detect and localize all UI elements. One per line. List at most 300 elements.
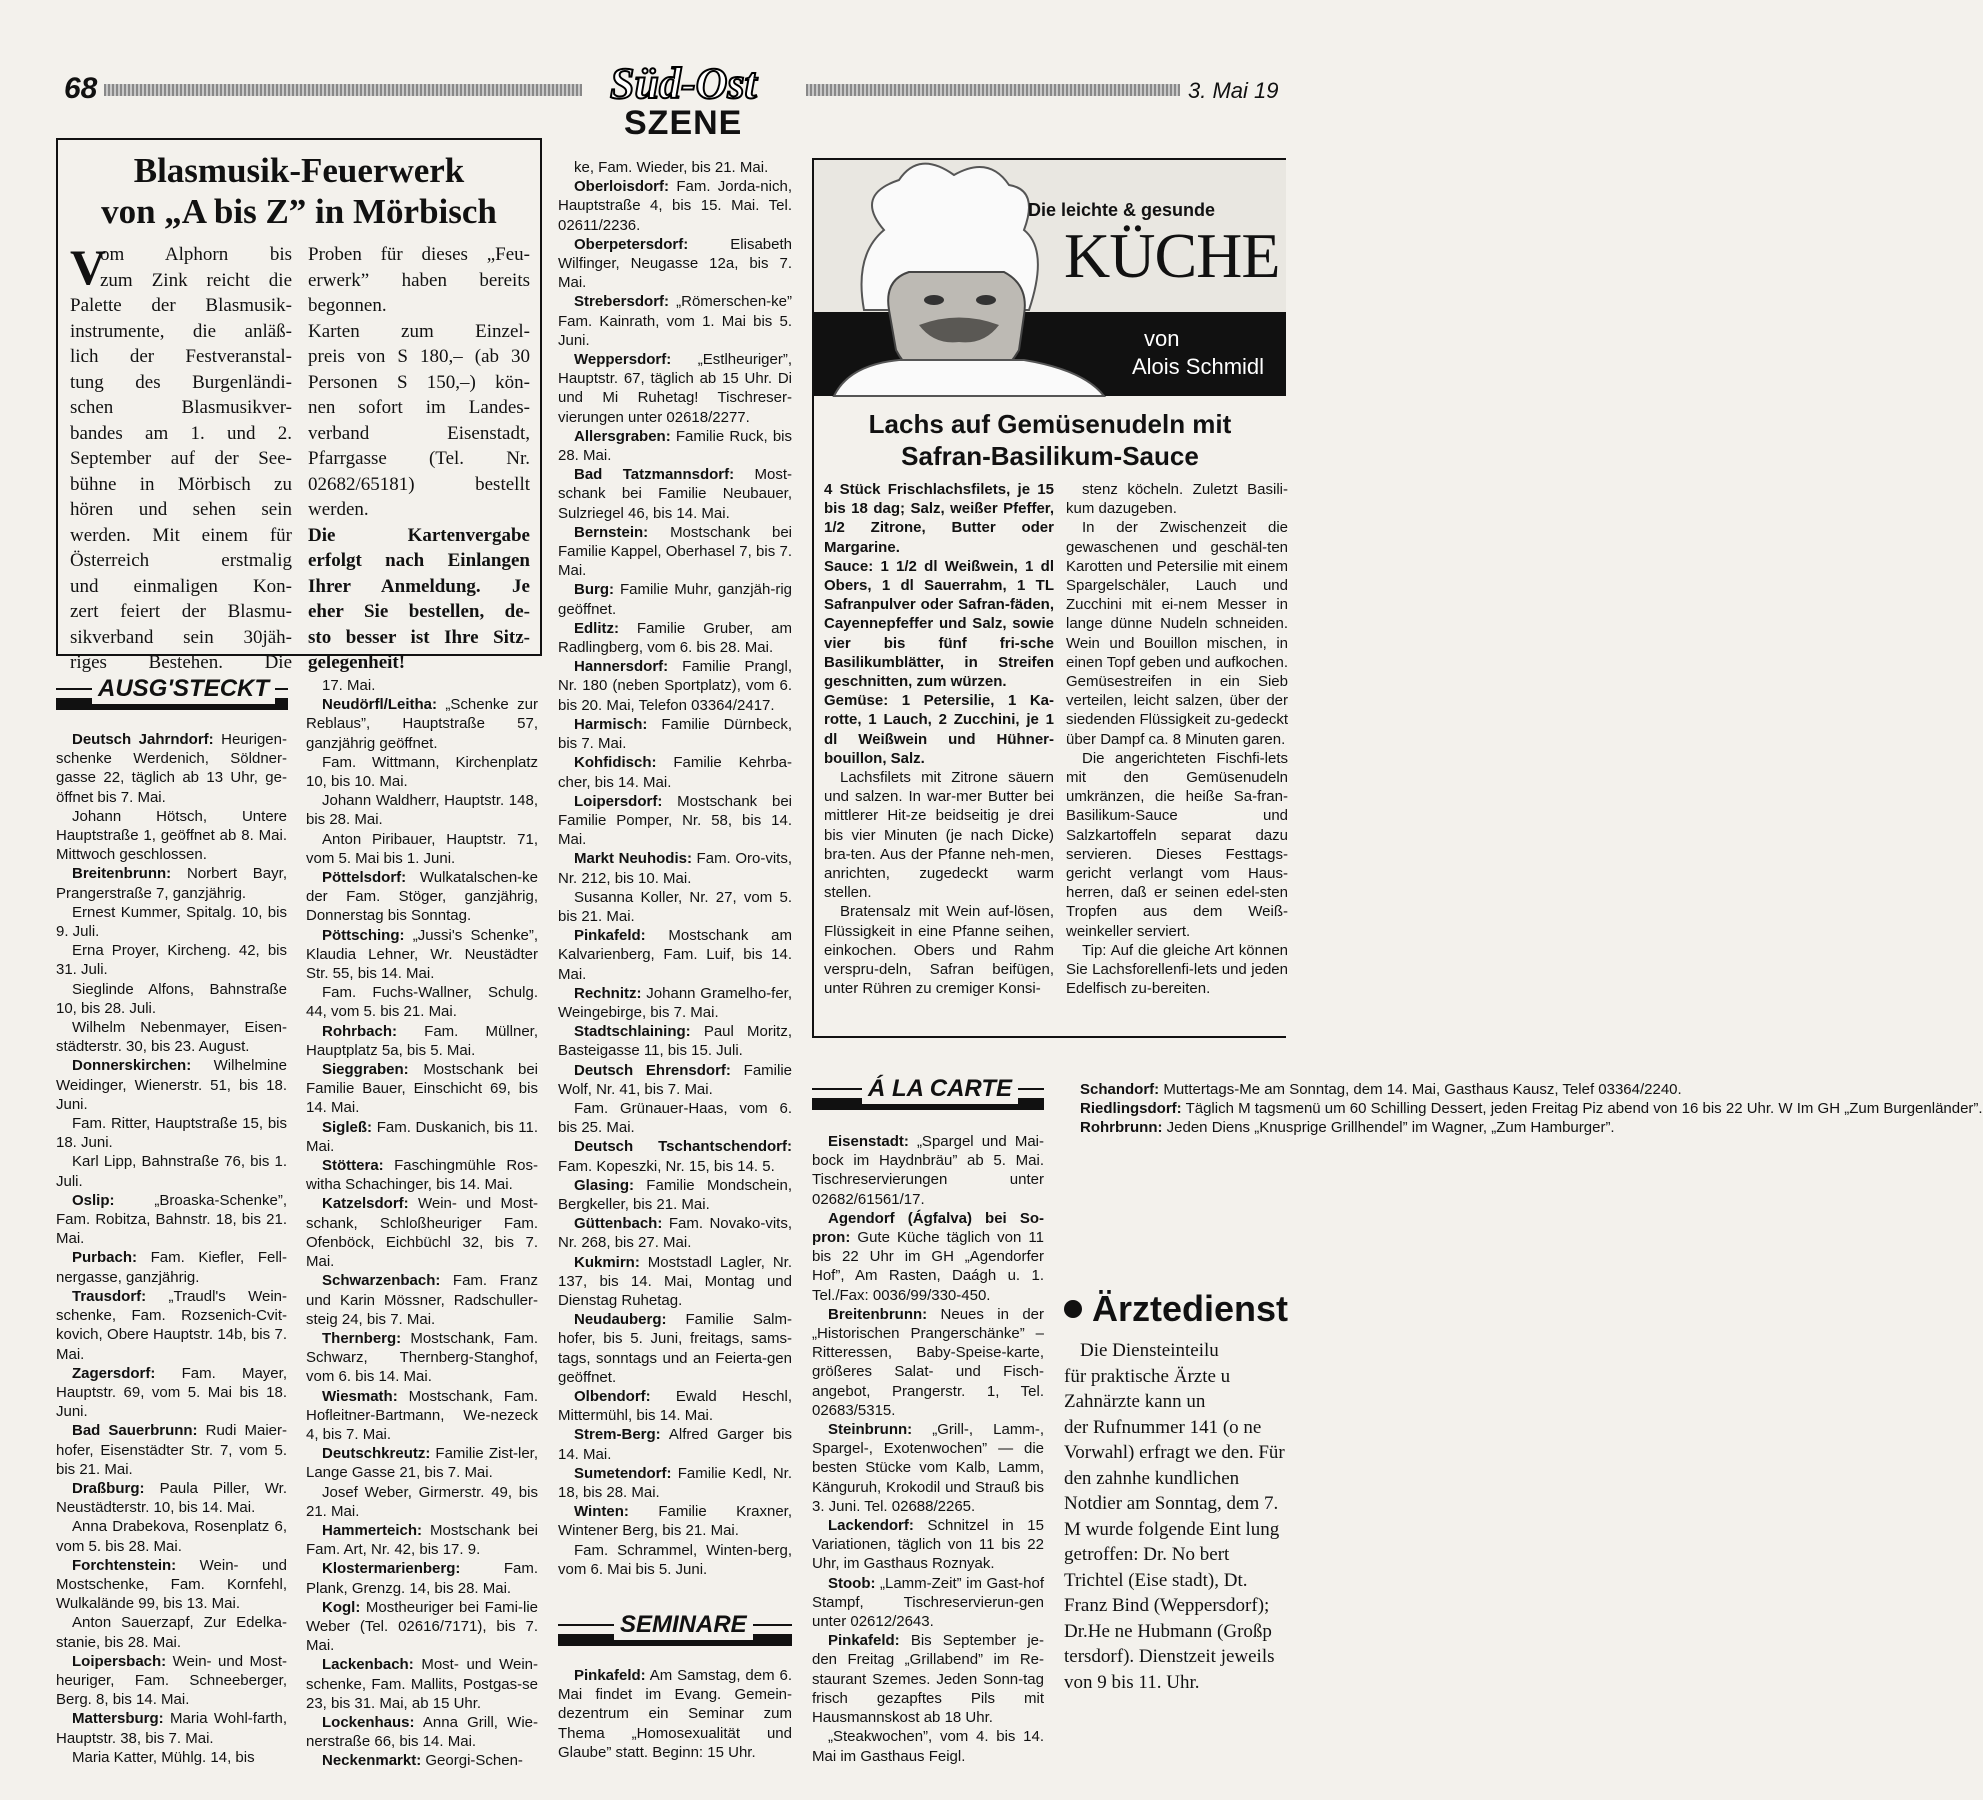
list-item — [558, 1137, 792, 1175]
entry-text: Mostschank bei Familie Bauer, Einschicht 69, bis 14. Mai. — [306, 1061, 538, 1117]
place-name: Neudauberg: — [574, 1311, 667, 1329]
place-name: Trausdorf: — [72, 1287, 147, 1305]
list-item — [558, 158, 792, 177]
place-name: Pöttelsdorf: — [322, 869, 407, 887]
place-name: Sieggraben: — [322, 1061, 409, 1079]
entry-text: Fam. Grünauer-Haas, vom 6. bis 25. Mai. — [558, 1099, 792, 1137]
bullet-icon — [1064, 1300, 1082, 1318]
paragraph: Die angerichteten Fischfi-lets mit den Gemüsenudeln umkränzen, die heiße Sa-fran-Basilikum-Sauce und Salzkartoffeln separat dazu servieren. Dieses Festtags-gericht verlangt vom Haus-herren, daß er seinen edel-sten Tropfen aus dem Weiß-weinkeller serviert. — [1066, 749, 1288, 940]
list-item — [56, 807, 287, 865]
entry-text: Bis September je-den Freitag „Grillabend” im Re-staurant Szemes. Jeden Sonn-tag frisch gezapftes Pils mit Hausmannskost ab 18 Uhr. — [812, 1632, 1044, 1727]
list-item — [306, 1329, 538, 1387]
text-line: Ihrer Anmeldung. Je — [308, 575, 530, 597]
entry-text: „Römerschen-ke” Fam. Kainrath, vom 1. Mai bis 5. Juni. — [558, 293, 792, 349]
paragraph: Sauce: 1 1/2 dl Weißwein, 1 dl Obers, 1 dl Sauerrahm, 1 TL Safranpulver oder Safran-fäden, Cayennepfeffer und Salz, sowie vier bis fünf fri-sche Basilikumblätter, in Streifen geschnitten, zum würzen. — [824, 557, 1054, 691]
entry-text: Jeden Diens „Knusprige Grillhendel” im Wagner, „Zum Hamburger”. — [1162, 1119, 1615, 1137]
aerzte-body — [1064, 1338, 1286, 1695]
alacarte-title: Á LA CARTE — [862, 1074, 1018, 1104]
masthead-rule-left — [104, 84, 582, 96]
place-name: Lackendorf: — [828, 1517, 914, 1535]
list-item — [306, 753, 538, 791]
list-item — [306, 1655, 538, 1713]
place-name: Wiesmath: — [322, 1387, 398, 1405]
entry-text: Familie Salm-hofer, bis 5. Juni, freitags, sams-tags, sonntags und an Feierta-gen geöffnet. — [558, 1311, 792, 1386]
list-item — [56, 1479, 287, 1517]
list-item — [558, 523, 792, 581]
place-name: Lockenhaus: — [322, 1713, 415, 1731]
list-item — [558, 849, 792, 887]
paragraph: Lachsfilets mit Zitrone säuern und salzen. In war-mer Butter bei mittlerer Hit-ze beidseitig je drei bis vier Minuten (je nach Dicke) bra-ten. Aus der Pfanne neh-men, anrichten, zugedeckt warm stellen. — [824, 769, 1054, 902]
place-name: Loipersdorf: — [574, 792, 663, 810]
list-item — [306, 926, 538, 984]
entry-text: Wein- und Mostschenke, Fam. Kornfehl, Wulkalände 99, bis 13. Mai. — [56, 1556, 287, 1613]
logo-line2: SZENE — [624, 104, 743, 142]
entry-text: Mostschank, Fam. Hofleitner-Bartmann, We-nezeck 4, bis 7. Mai. — [306, 1387, 538, 1443]
entry-text: Fam. Schrammel, Winten-berg, vom 6. Mai bis 5. Juni. — [558, 1541, 792, 1578]
text-line: Proben für dieses „Feu- — [308, 244, 530, 265]
place-name: Hammerteich: — [322, 1521, 423, 1539]
list-item — [56, 1056, 287, 1114]
entry-text: ke, Fam. Wieder, bis 21. Mai. — [574, 159, 769, 176]
entry-text: Johann Hötsch, Untere Hauptstraße 1, geöffnet ab 8. Mai. Mittwoch geschlossen. — [56, 807, 287, 864]
entry-text: „Schenke zur Reblaus”, Hauptstraße 57, ganzjährig geöffnet. — [306, 696, 538, 752]
list-item — [56, 1517, 287, 1555]
list-item — [812, 1420, 1044, 1516]
list-item — [306, 1751, 538, 1770]
text-line: Karten zum Einzel- — [308, 320, 530, 342]
list-item — [56, 1556, 287, 1614]
entry-text: Familie Zist-ler, Lange Gasse 21, bis 7. Mai. — [306, 1445, 538, 1482]
recipe-title-line1: Lachs auf Gemüsenudeln mit — [868, 409, 1232, 439]
entry-text: Wein- und Most-heuriger, Fam. Schneeberger, Berg. 8, bis 14. Mai. — [56, 1652, 287, 1709]
place-name: Breitenbrunn: — [72, 865, 172, 883]
aerzte-header — [1064, 1288, 1289, 1330]
ausgsteckt-col1 — [56, 730, 287, 1767]
list-item — [812, 1209, 1044, 1305]
entry-text: Norbert Bayr, Prangerstraße 7, ganzjährig. — [56, 865, 287, 902]
seminare-entries — [558, 1666, 792, 1762]
place-name: Markt Neuhodis: — [574, 850, 692, 868]
kueche-kicker: Die leichte & gesunde — [1028, 200, 1216, 220]
entry-text: Familie Prangl, Nr. 180 (neben Sportplatz), vom 6. bis 20. Mai, Telefon 03364/2417. — [558, 658, 792, 714]
entry-text: „Spargel und Mai-bock im Haydnbräu” ab 5. Mai. Tischreservierungen unter 02682/61561/17. — [812, 1133, 1044, 1208]
list-item — [812, 1574, 1044, 1632]
text-line: eher Sie bestellen, de- — [308, 601, 530, 622]
list-item — [56, 903, 287, 941]
entry-text: Maria Katter, Mühlg. 14, bis — [72, 1748, 255, 1766]
place-name: Sigleß: — [322, 1118, 373, 1136]
list-item — [306, 983, 538, 1021]
text-line: Zahnärzte kann un — [1064, 1391, 1206, 1412]
place-name: Kukmirn: — [574, 1253, 640, 1271]
entry-text: Sieglinde Alfons, Bahnstraße 10, bis 28. Juli. — [56, 980, 287, 1017]
text-line: 02682/65181) bestellt — [308, 473, 530, 495]
entry-text: Familie Wolf, Nr. 41, bis 7. Mai. — [558, 1061, 792, 1098]
place-name: Loipersbach: — [72, 1652, 167, 1670]
list-item — [558, 1022, 792, 1060]
list-item — [558, 1387, 792, 1425]
place-name: Mattersburg: — [72, 1710, 164, 1728]
list-item — [812, 1631, 1044, 1727]
place-name: Edlitz: — [574, 619, 619, 637]
list-item — [306, 1271, 538, 1329]
text-line: und einmaligen Kon- — [70, 575, 292, 597]
text-line: riges Bestehen. Die — [70, 652, 292, 673]
entry-text: Maria Wohl-farth, Hauptstr. 38, bis 7. Mai. — [56, 1710, 287, 1747]
place-name: Stoob: — [828, 1574, 876, 1592]
place-name: Glasing: — [574, 1176, 635, 1194]
list-item — [56, 1613, 287, 1651]
text-line: zert feiert der Blasmu- — [70, 601, 292, 622]
alacarte-entries — [812, 1132, 1044, 1766]
kueche-title: KÜCHE — [1064, 220, 1280, 291]
text-line: instrumente, die anläß- — [70, 320, 292, 342]
masthead-rule-right — [806, 84, 1180, 96]
text-line: zum Zink reicht die — [100, 269, 292, 291]
entry-text: Wilhelm Nebenmayer, Eisen-städterstr. 30, bis 23. August. — [56, 1019, 287, 1056]
entry-text: Rudi Maier-hofer, Eisenstädter Str. 7, vom 5. bis 21. Mai. — [56, 1422, 287, 1478]
place-name: Bad Sauerbrunn: — [72, 1422, 198, 1440]
place-name: Neckenmarkt: — [322, 1752, 422, 1770]
place-name: Güttenbach: — [574, 1215, 663, 1233]
place-name: Pinkafeld: — [574, 1667, 646, 1684]
text-line: preis von S 180,– (ab 30 — [308, 346, 530, 367]
list-item — [306, 1022, 538, 1060]
text-line: Die Kartenvergabe — [308, 524, 530, 546]
entry-text: Fam. Müllner, Hauptplatz 5a, bis 5. Mai. — [306, 1022, 538, 1059]
entry-text: Mostschank bei Familie Pomper, Nr. 58, bis 14. Mai. — [558, 792, 792, 849]
list-item — [558, 888, 792, 926]
list-item — [558, 1099, 792, 1137]
list-item — [306, 676, 538, 695]
text-line: Die Diensteinteilu — [1080, 1340, 1219, 1361]
place-name: Thernberg: — [322, 1329, 402, 1347]
place-name: Pöttsching: — [322, 926, 405, 944]
entry-text: Mostschank bei Familie Kappel, Oberhasel 7, bis 7. Mai. — [558, 523, 792, 580]
place-name: Rohrbrunn: — [1080, 1119, 1163, 1137]
list-item — [558, 1214, 792, 1252]
list-item — [558, 1176, 792, 1214]
list-item — [558, 350, 792, 427]
paragraph: Tip: Auf die gleiche Art können Sie Lachsforellenfi-lets und jeden Edelfisch zu-bereiten. — [1066, 941, 1288, 998]
paragraph: Gemüse: 1 Petersilie, 1 Ka-rotte, 1 Lauch, 2 Zucchini, je 1 dl Weißwein und Hühner-bouillon, Salz. — [824, 692, 1054, 767]
list-item — [812, 1516, 1044, 1574]
entry-text: Fam. Wittmann, Kirchenplatz 10, bis 10. Mai. — [306, 753, 538, 791]
entry-text: Mostheuriger bei Fami-lie Weber (Tel. 02616/7171), bis 7. Mai. — [306, 1598, 538, 1655]
aerzte-title: Ärztedienst — [1092, 1288, 1289, 1329]
place-name: Riedlingsdorf: — [1080, 1100, 1182, 1118]
chef-photo — [814, 160, 1286, 396]
list-item — [812, 1305, 1044, 1420]
list-item — [558, 1666, 792, 1762]
list-item — [812, 1132, 1044, 1209]
place-name: Winten: — [574, 1503, 629, 1521]
ausgsteckt-col3 — [558, 158, 792, 1579]
text-line: lich der Festveranstal- — [70, 346, 292, 367]
list-item — [306, 830, 538, 868]
place-name: Steinbrunn: — [828, 1421, 913, 1439]
place-name: Zagersdorf: — [72, 1364, 156, 1382]
page-number: 68 — [64, 72, 98, 105]
entry-text: Faschingmühle Ros-witha Schachinger, bis 14. Mai. — [306, 1157, 538, 1194]
text-line: begonnen. — [308, 295, 387, 316]
recipe-title-line2: Safran-Basilikum-Sauce — [901, 441, 1199, 471]
place-name: Stadtschlaining: — [574, 1023, 691, 1041]
place-name: Forchtenstein: — [72, 1556, 177, 1574]
entry-text: Most- und Wein-schenke, Fam. Mallits, Postgas-se 23, bis 31. Mai, ab 15 Uhr. — [306, 1656, 538, 1712]
list-item — [306, 1060, 538, 1118]
entry-text: Fam. Jorda-nich, Hauptstraße 4, bis 15. Mai. Tel. 02611/2236. — [558, 178, 792, 234]
ausgsteckt-header — [56, 674, 288, 710]
recipe-left-col — [824, 480, 1054, 998]
list-item — [558, 792, 792, 850]
place-name: Rechnitz: — [574, 984, 642, 1002]
text-line: sikverband sein 30jäh- — [70, 626, 292, 648]
place-name: Pinkafeld: — [828, 1632, 900, 1650]
entry-text: Anton Sauerzapf, Zur Edelka-stanie, bis 28. Mai. — [56, 1614, 287, 1651]
place-name: Purbach: — [72, 1249, 138, 1267]
text-line: Österreich erstmalig — [70, 550, 292, 571]
feature-title-line1: Blasmusik-Feuerwerk — [133, 151, 465, 190]
list-item — [1064, 1099, 1983, 1118]
place-name: Draßburg: — [72, 1479, 145, 1497]
list-item — [56, 980, 287, 1018]
text-line: om Alphorn bis — [100, 244, 292, 265]
place-name: Strebersdorf: — [574, 293, 670, 311]
kueche-byline-von: von — [1144, 326, 1180, 351]
place-name: Bad Tatzmannsdorf: — [574, 466, 735, 484]
place-name: Rohrbach: — [322, 1022, 397, 1040]
feature-col1 — [70, 239, 292, 676]
text-line: Pfarrgasse (Tel. Nr. — [308, 448, 530, 469]
ausgsteckt-title: AUSG'STECKT — [92, 674, 275, 704]
entry-text: Familie Ruck, bis 28. Mai. — [558, 427, 792, 465]
entry-text: „Traudl's Wein-schenke, Fam. Rozsenich-Cvit-kovich, Obere Hauptstr. 14b, bis 7. Mai. — [56, 1287, 287, 1363]
feature-title-line2: von „A bis Z” in Mörbisch — [101, 192, 497, 231]
list-item — [306, 1194, 538, 1271]
entry-text: Anton Piribauer, Hauptstr. 71, vom 5. Mai bis 1. Juni. — [306, 830, 538, 867]
list-item — [56, 1018, 287, 1056]
entry-text: Heurigen-schenke Werdenich, Söldner-gasse 22, täglich ab 13 Uhr, ge-öffnet bis 7. Mai. — [56, 731, 287, 806]
place-name: Deutschkreutz: — [322, 1445, 431, 1463]
text-line: werden. — [308, 499, 369, 520]
paragraph: In der Zwischenzeit die gewaschenen und geschäl-ten Karotten und Petersilie mit einem Spargelschäler, Lauch und Zucchini mit ei-nem Messer in lange dünne Nudeln schneiden. Wein und Bouillon mischen, in einen Topf geben und aufkochen. Gemüsestreifen in ein Sieb verteilen, leicht salzen, über der siedenden Flüssigkeit zu-gedeckt über Dampf ca. 8 Minuten garen. — [1066, 519, 1288, 748]
entry-text: Anna Grill, Wie-nerstraße 66, bis 14. Mai. — [306, 1713, 538, 1751]
text-line: nen sofort im Landes- — [308, 397, 530, 418]
text-line: für praktische Ärzte u — [1064, 1365, 1231, 1387]
place-name: Hannersdorf: — [574, 658, 669, 676]
text-line: schen Blasmusikver- — [70, 397, 292, 418]
entry-text: „Estlheuriger”, Hauptstr. 67, täglich ab 15 Uhr. Di und Mi Ruhetag! Tischreser-vierungen unter 02618/2277. — [558, 351, 792, 426]
kueche-article — [812, 158, 1286, 1038]
entry-text: Wilhelmine Weidinger, Wienerstr. 51, bis 18. Juni. — [56, 1057, 287, 1113]
paragraph: stenz köcheln. Zuletzt Basili-kum dazugeben. — [1066, 481, 1288, 518]
place-name: Olbendorf: — [574, 1388, 651, 1405]
feature-col2-text — [308, 242, 530, 523]
text-line: hören und sehen sein — [70, 499, 292, 520]
list-item — [56, 941, 287, 979]
list-item — [56, 730, 287, 807]
place-name: Oberloisdorf: — [574, 178, 670, 196]
alacarte-right-entries — [1064, 1080, 1983, 1138]
text-line: tung des Burgenländi- — [70, 371, 292, 393]
entry-text: Familie Muhr, ganzjäh-rig geöffnet. — [558, 581, 792, 618]
list-item — [56, 1364, 287, 1422]
place-name: Kogl: — [322, 1598, 361, 1616]
text-line: verband Eisenstadt, — [308, 422, 530, 444]
entry-text: Ewald Heschl, Mittermühl, bis 14. Mai. — [558, 1388, 792, 1425]
feature-dropcap: V — [70, 239, 107, 295]
list-item — [56, 1287, 287, 1364]
list-item — [558, 235, 792, 293]
text-line: Palette der Blasmusik- — [70, 295, 292, 316]
place-name: Burg: — [574, 581, 614, 599]
entry-text: Georgi-Schen- — [421, 1752, 523, 1770]
entry-text: Josef Weber, Girmerstr. 49, bis 21. Mai. — [306, 1483, 538, 1520]
alacarte-header — [812, 1074, 1044, 1110]
list-item — [306, 1521, 538, 1559]
list-item — [558, 753, 792, 791]
feature-article — [56, 138, 542, 673]
list-item — [306, 1713, 538, 1751]
entry-text: Fam. Kiefler, Fell-nergasse, ganzjährig. — [56, 1249, 287, 1286]
entry-text: Ernest Kummer, Spitalg. 10, bis 9. Juli. — [56, 903, 287, 941]
place-name: Lackenbach: — [322, 1656, 414, 1674]
place-name: Donnerskirchen: — [72, 1057, 192, 1075]
place-name: Oslip: — [72, 1191, 115, 1209]
place-name: Oberpetersdorf: — [574, 235, 689, 253]
text-line: September auf der See- — [70, 448, 292, 469]
entry-text: Wein- und Most-schank, Schloßheuriger Fam. Ofenböck, Eichbüchl 32, bis 7. Mai. — [306, 1195, 538, 1271]
place-name: Deutsch Ehrensdorf: — [574, 1061, 731, 1079]
list-item — [558, 619, 792, 657]
list-item — [558, 465, 792, 523]
entry-text: „Jussi's Schenke”, Klaudia Lehner, Wr. Neustädter Str. 55, bis 14. Mai. — [306, 926, 538, 983]
entry-text: Fam. Novako-vits, Nr. 268, bis 27. Mai. — [558, 1215, 792, 1252]
feature-col1-text — [70, 239, 292, 676]
place-name: Harmisch: — [574, 715, 648, 733]
list-item — [558, 1253, 792, 1311]
list-item — [558, 657, 792, 715]
entry-text: „Broaska-Schenke”, Fam. Robitza, Bahnstr. 18, bis 21. Mai. — [56, 1191, 287, 1248]
aerzte-text: der Rufnummer 141 (o ne Vorwahl) erfragt we den. Für den zahnhe kundlichen Notdier am Sonntag, dem 7. M wurde folgende Eint lung getroffen: Dr. No bert Trichtel (Eise stadt), Dt. Franz Bind (Weppersdorf); Dr.He ne Hubmann (Großp tersdorf). Dienstzeit jeweils von 9 bis 11. Uhr. — [1064, 1416, 1285, 1693]
logo-line1: Süd-Ost — [610, 59, 757, 108]
list-item — [306, 695, 538, 753]
list-item — [558, 1541, 792, 1579]
list-item — [558, 427, 792, 465]
list-item — [558, 177, 792, 235]
text-line: erfolgt nach Einlangen — [308, 550, 530, 571]
entry-text: Paula Piller, Wr. Neustädterstr. 10, bis 14. Mai. — [56, 1479, 287, 1517]
place-name: Stöttera: — [322, 1157, 384, 1175]
entry-text: Fam. Oro-vits, Nr. 212, bis 10. Mai. — [558, 850, 792, 887]
list-item — [306, 868, 538, 926]
list-item — [56, 1652, 287, 1710]
entry-text: Familie Dürnbeck, bis 7. Mai. — [558, 715, 792, 753]
entry-text: Muttertags-Me am Sonntag, dem 14. Mai, Gasthaus Kausz, Telef 03364/2240. — [1159, 1081, 1682, 1098]
list-item — [812, 1727, 1044, 1765]
feature-col2 — [308, 242, 530, 676]
entry-text: Karl Lipp, Bahnstraße 76, bis 1. Juli. — [56, 1153, 287, 1190]
entry-text: Fam. Plank, Grenzg. 14, bis 28. Mai. — [306, 1560, 538, 1597]
place-name: Deutsch Tschantschendorf: — [574, 1138, 792, 1156]
place-name: Schwarzenbach: — [322, 1272, 441, 1290]
list-item — [558, 984, 792, 1022]
paragraph: 4 Stück Frischlachsfilets, je 15 bis 18 dag; Salz, weißer Pfeffer, 1/2 Zitrone, Butter oder Margarine. — [824, 481, 1054, 556]
entry-text: Susanna Koller, Nr. 27, vom 5. bis 21. Mai. — [558, 888, 792, 925]
list-item — [56, 1748, 287, 1767]
entry-text: „Steakwochen”, vom 4. bis 14. Mai im Gasthaus Feigl. — [812, 1728, 1044, 1765]
list-item — [306, 1559, 538, 1597]
entry-text: Most-schank bei Familie Neubauer, Sulzriegel 46, bis 14. Mai. — [558, 466, 792, 522]
entry-text: „Grill-, Lamm-, Spargel-, Exotenwochen” — die besten Stücke vom Kalb, Lamm, Känguruh, Krokodil und Strauß bis 3. Juni. Tel. 02688/2265. — [812, 1421, 1044, 1515]
place-name: Kohfidisch: — [574, 754, 657, 772]
list-item — [558, 1061, 792, 1099]
seminare-title: SEMINARE — [614, 1610, 753, 1640]
entry-text: Erna Proyer, Kircheng. 42, bis 31. Juli. — [56, 942, 287, 979]
entry-text: Familie Kraxner, Wintener Berg, bis 21. Mai. — [558, 1503, 792, 1540]
entry-text: Johann Waldherr, Hauptstr. 148, bis 28. Mai. — [306, 792, 538, 829]
place-name: Eisenstadt: — [828, 1133, 909, 1150]
entry-text: Familie Mondschein, Bergkeller, bis 21. Mai. — [558, 1176, 792, 1213]
section-logo — [590, 58, 800, 148]
entry-text: Mostschank am Kalvarienberg, Fam. Luif, bis 14. Mai. — [558, 927, 792, 983]
entry-text: Familie Kedl, Nr. 18, bis 28. Mai. — [558, 1464, 792, 1502]
list-item — [56, 1709, 287, 1747]
entry-text: Alfred Garger bis 14. Mai. — [558, 1426, 792, 1463]
list-item — [306, 1156, 538, 1194]
place-name: Strem-Berg: — [574, 1426, 661, 1444]
list-item — [558, 292, 792, 350]
place-name: Neudörfl/Leitha: — [322, 696, 437, 714]
entry-text: Fam. Fuchs-Wallner, Schulg. 44, vom 5. bis 21. Mai. — [306, 984, 538, 1021]
list-item — [558, 1464, 792, 1502]
list-item — [56, 1114, 287, 1152]
place-name: Breitenbrunn: — [828, 1305, 928, 1323]
ausgsteckt-col2 — [306, 676, 538, 1771]
list-item — [558, 926, 792, 984]
list-item — [558, 715, 792, 753]
place-name: Sumetendorf: — [574, 1464, 672, 1482]
place-name: Weppersdorf: — [574, 351, 672, 369]
entry-text: Schnitzel in 15 Variationen, täglich von 11 bis 22 Uhr, im Gasthaus Roznyak. — [812, 1517, 1044, 1573]
paragraph: Bratensalz mit Wein auf-lösen, Flüssigkeit in eine Pfanne seihen, einkochen. Obers und Rahm verspru-deln, Safran beifügen, unter Rühren zu cremiger Konsi- — [824, 903, 1054, 998]
seminare-header — [558, 1610, 792, 1646]
entry-text: Fam. Duskanich, bis 11. Mai. — [306, 1118, 538, 1155]
place-name: Allersgraben: — [574, 427, 671, 445]
entry-text: Johann Gramelho-fer, Weingebirge, bis 7. Mai. — [558, 984, 792, 1021]
text-line: werden. Mit einem für — [70, 524, 292, 546]
entry-text: Moststadl Lagler, Nr. 137, bis 14. Mai, Montag und Dienstag Ruhetag. — [558, 1253, 792, 1309]
entry-text: Täglich M tagsmenü um 60 Schilling Dessert, jeden Freitag Piz abend von 16 bis 22 Uhr. W Im GH „Zum Burgenländer”. — [1181, 1100, 1983, 1118]
place-name: Deutsch Jahrndorf: — [72, 731, 214, 748]
list-item — [306, 791, 538, 829]
list-item — [558, 1502, 792, 1540]
list-item — [56, 1421, 287, 1479]
place-name: Katzelsdorf: — [322, 1195, 409, 1213]
entry-text: Gute Küche täglich von 11 bis 22 Uhr im GH „Agendorfer Hof”, Am Rasten, Daágh u. 1. Tel./Fax: 0036/99/330-450. — [812, 1229, 1044, 1304]
entry-text: Paul Moritz, Basteigasse 11, bis 15. Juli. — [558, 1023, 792, 1060]
entry-text: Wulkatalschen-ke der Fam. Stöger, ganzjährig, Donnerstag bis Sonntag. — [306, 869, 538, 925]
list-item — [306, 1483, 538, 1521]
entry-text: 17. Mai. — [322, 677, 376, 694]
text-line: gelegenheit! — [308, 652, 406, 673]
list-item — [558, 1425, 792, 1463]
entry-text: Neues in der „Historischen Prangerschänke” – Ritteressen, Baby-Speise-karte, größeres Salat- und Fisch-angebot, Prangerstr. 1, Tel. 02683/5315. — [812, 1305, 1044, 1419]
text-line: bandes am 1. und 2. — [70, 422, 292, 444]
entry-text: Am Samstag, dem 6. Mai findet im Evang. Gemein-dezentrum ein Seminar zum Thema „Homosexualität und Glaube” statt. Beginn: 15 Uhr. — [558, 1667, 792, 1761]
place-name: Pinkafeld: — [574, 927, 646, 945]
